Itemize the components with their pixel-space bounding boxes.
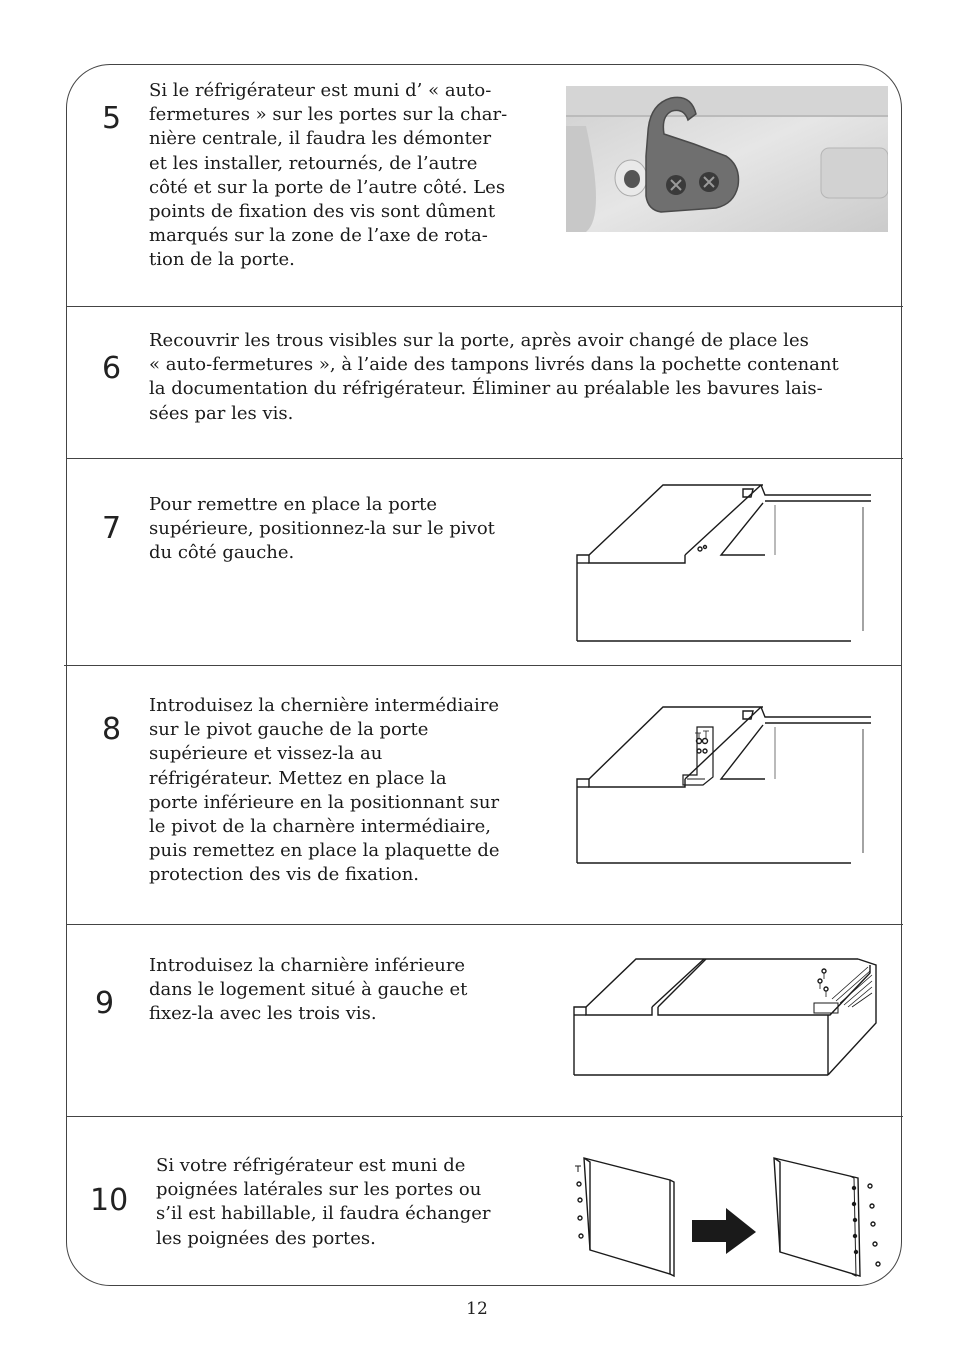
text-line: Si votre réfrigérateur est muni de — [156, 1155, 466, 1176]
divider — [67, 1116, 903, 1117]
step-number: 10 — [90, 1183, 129, 1218]
text-line: côté et sur la porte de l’autre côté. Les — [149, 176, 506, 198]
step-text — [149, 329, 890, 426]
step-text — [149, 694, 559, 888]
door-top-diagram — [575, 483, 875, 643]
text-line: marqués sur la zone de l’axe de rota- — [149, 225, 488, 247]
text-line: fixez-la avec les trois vis. — [149, 1003, 377, 1025]
divider — [67, 306, 903, 307]
text-line: les poignées des portes. — [156, 1227, 376, 1249]
divider — [67, 458, 903, 459]
text-line: Recouvrir les trous visibles sur la porte, après avoir changé de place les — [149, 330, 809, 351]
step-text — [149, 954, 559, 1027]
step-number: 8 — [102, 712, 122, 747]
text-line: Si le réfrigérateur est muni d’ « auto- — [149, 80, 492, 101]
text-line: nière centrale, il faudra les démonter — [149, 128, 492, 150]
step-number: 6 — [102, 351, 122, 386]
text-line: Introduisez la charnière inférieure — [149, 955, 466, 976]
hinge-mid-diagram — [575, 705, 875, 865]
arrow-right-icon — [692, 1208, 756, 1254]
step-number: 5 — [102, 101, 122, 136]
text-line: supérieure, positionnez-la sur le pivot — [149, 518, 495, 540]
text-line: le pivot de la charnère intermédiaire, — [149, 816, 492, 838]
text-line: puis remettez en place la plaquette de — [149, 840, 500, 862]
text-line: « auto-fermetures », à l’aide des tampons livrés dans la pochette contenant — [149, 354, 839, 376]
step-number: 9 — [95, 986, 115, 1021]
text-line: poignées latérales sur les portes ou — [156, 1179, 482, 1201]
text-line: sées par les vis. — [149, 402, 294, 424]
text-line: porte inférieure en la positionnant sur — [149, 791, 500, 813]
text-line: et les installer, retournés, de l’autre — [149, 152, 478, 174]
step-text — [149, 79, 548, 273]
text-line: Introduisez la chernière intermédiaire — [149, 695, 500, 716]
hinge-photo — [566, 86, 888, 232]
step-text — [149, 493, 559, 566]
page-number: 12 — [466, 1299, 488, 1319]
text-line: points de fixation des vis sont dûment — [149, 201, 496, 223]
text-line: s’il est habillable, il faudra échanger — [156, 1203, 491, 1225]
text-line: Pour remettre en place la porte — [149, 494, 438, 515]
text-line: tion de la porte. — [149, 249, 295, 271]
step-text — [156, 1154, 556, 1251]
step-number: 7 — [102, 511, 122, 546]
text-line: la documentation du réfrigérateur. Éliminer au préalable les bavures lais- — [149, 378, 823, 400]
text-line: dans le logement situé à gauche et — [149, 979, 468, 1001]
text-line: sur le pivot gauche de la porte — [149, 719, 429, 741]
text-line: protection des vis de fixation. — [149, 864, 420, 886]
divider — [64, 665, 902, 666]
text-line: supérieure et vissez-la au — [149, 743, 383, 765]
divider — [67, 924, 903, 925]
hinge-bottom-diagram — [570, 955, 882, 1079]
text-line: du côté gauche. — [149, 542, 295, 564]
text-line: fermetures » sur les portes sur la char- — [149, 104, 508, 126]
handles-swap-diagram — [570, 1152, 890, 1280]
text-line: réfrigérateur. Mettez en place la — [149, 767, 447, 789]
